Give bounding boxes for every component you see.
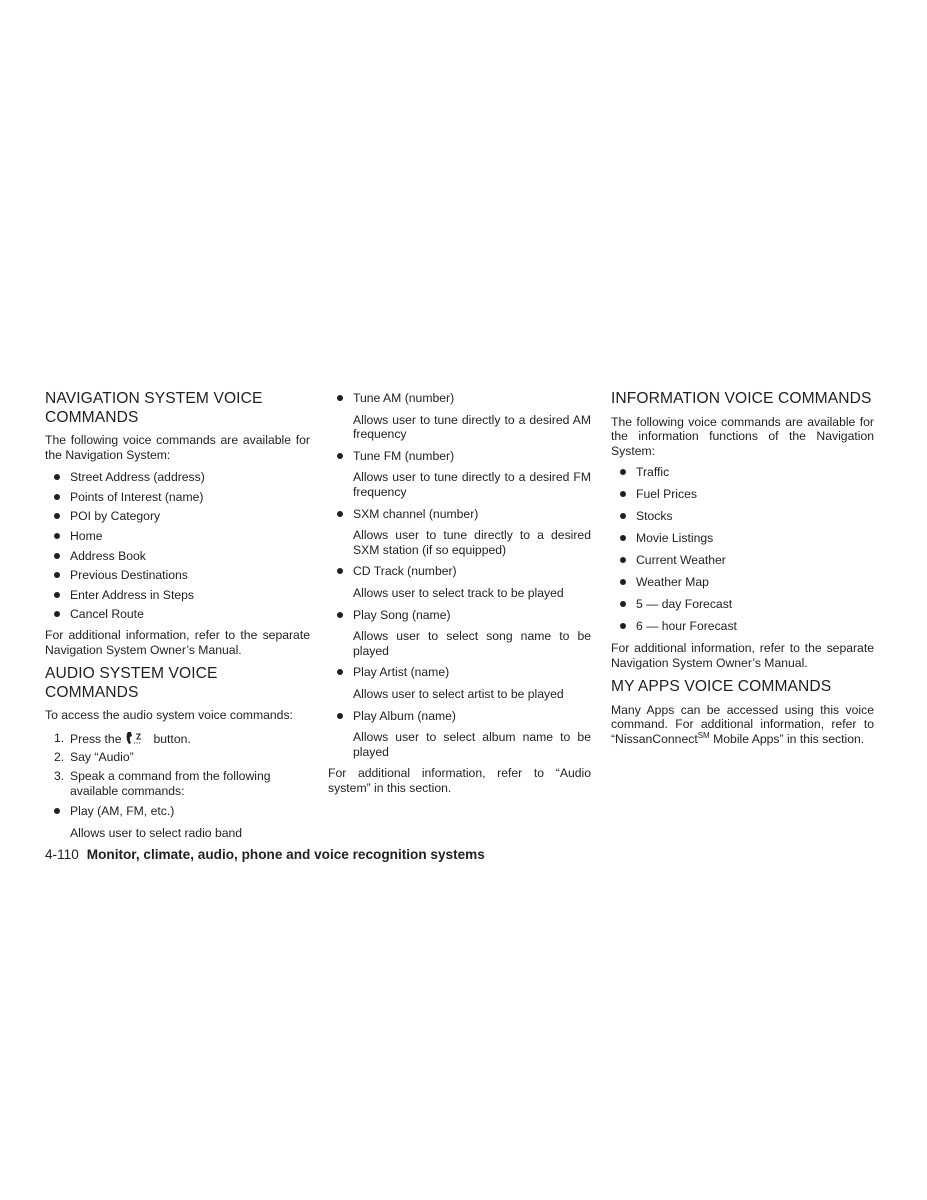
list-item: Address Book [45, 549, 310, 564]
audio-voice-intro: To access the audio system voice commands: [45, 708, 293, 723]
command-description: Allows user to select track to be played [353, 585, 564, 600]
audio-voice-heading: AUDIO SYSTEM VOICE COMMANDS [45, 665, 218, 701]
bullet-icon [54, 808, 60, 814]
command-description: Allows user to select artist to be played [353, 686, 564, 701]
list-item: Home [45, 529, 310, 544]
bullet-icon [54, 592, 60, 598]
bullet-icon [54, 513, 60, 519]
bullet-icon [54, 474, 60, 480]
bullet-icon [337, 612, 343, 618]
bullet-icon [54, 553, 60, 559]
command-item: Tune AM (number) [328, 391, 591, 406]
bullet-icon [620, 491, 626, 497]
bullet-icon [620, 469, 626, 475]
command-item: Play (AM, FM, etc.) [45, 804, 310, 819]
command-item: SXM channel (number) [328, 507, 591, 522]
list-item: Traffic [611, 465, 874, 480]
list-item: Movie Listings [611, 531, 874, 546]
list-item: Points of Interest (name) [45, 490, 310, 505]
list-item: 6 — hour Forecast [611, 619, 874, 634]
command-description: Allows user to select radio band [70, 825, 243, 840]
list-item: Street Address (address) [45, 470, 310, 485]
bullet-icon [620, 535, 626, 541]
bullet-icon [54, 494, 60, 500]
bullet-icon [337, 395, 343, 401]
page-number: 4-110 [45, 847, 79, 862]
nav-additional-info: For additional information, refer to the separate Navigation System Owner’s Manual. [45, 627, 310, 657]
list-item: Weather Map [611, 575, 874, 590]
list-item: 5 — day Forecast [611, 597, 874, 612]
list-item: Current Weather [611, 553, 874, 568]
column-right [611, 390, 874, 755]
command-item: Play Album (name) [328, 709, 591, 724]
bullet-icon [620, 601, 626, 607]
audio-steps-list [45, 731, 310, 798]
command-description: Allows user to tune directly to a desired AM frequency [353, 412, 591, 442]
command-item: CD Track (number) [328, 564, 591, 579]
command-description: Allows user to select album name to be played [353, 730, 591, 759]
audio-additional-info: For additional information, refer to “Audio system” in this section. [328, 766, 591, 795]
list-item: Fuel Prices [611, 487, 874, 502]
command-description: Allows user to tune directly to a desired FM frequency [353, 470, 591, 499]
bullet-icon [337, 511, 343, 517]
command-item: Play Song (name) [328, 608, 591, 623]
apps-voice-heading: MY APPS VOICE COMMANDS [611, 678, 832, 696]
talk-button-icon [125, 731, 147, 746]
step-item: 3. Speak a command from the following available commands: [54, 768, 271, 798]
list-item: Enter Address in Steps [45, 588, 310, 603]
bullet-icon [54, 572, 60, 578]
bullet-icon [337, 713, 343, 719]
page-footer [45, 847, 485, 863]
nav-voice-heading: NAVIGATION SYSTEM VOICE COMMANDS [45, 390, 263, 426]
column-left [45, 390, 310, 847]
command-item: Tune FM (number) [328, 449, 591, 464]
list-item: Cancel Route [45, 607, 310, 622]
command-description: Allows user to tune directly to a desired SXM station (if so equipped) [353, 528, 591, 557]
bullet-icon [620, 557, 626, 563]
command-description: Allows user to select song name to be played [353, 629, 591, 658]
bullet-icon [620, 513, 626, 519]
bullet-icon [337, 669, 343, 675]
bullet-icon [54, 611, 60, 617]
info-command-list [611, 465, 874, 633]
bullet-icon [620, 623, 626, 629]
step-item: 2. Say “Audio” [54, 750, 134, 765]
bullet-icon [620, 579, 626, 585]
apps-voice-text: Many Apps can be accessed using this voice command. For additional information, refer to “NissanConnect℠ Mobile Apps” in this section. [611, 702, 874, 747]
nav-voice-intro: The following voice commands are available for the Navigation System: [45, 433, 310, 462]
nav-command-list [45, 470, 310, 622]
list-item: POI by Category [45, 509, 310, 524]
list-item: Previous Destinations [45, 568, 310, 583]
section-title: Monitor, climate, audio, phone and voice recognition systems [86, 847, 485, 862]
bullet-icon [337, 453, 343, 459]
column-middle [328, 391, 591, 803]
command-item: Play Artist (name) [328, 665, 591, 680]
step-item: 1. Press the button. [54, 730, 191, 746]
info-voice-heading: INFORMATION VOICE COMMANDS [611, 390, 872, 407]
list-item: Stocks [611, 509, 874, 524]
info-voice-intro: The following voice commands are available for the information functions of the Navigation System: [611, 414, 874, 458]
bullet-icon [337, 568, 343, 574]
bullet-icon [54, 533, 60, 539]
info-additional-info: For additional information, refer to the separate Navigation System Owner’s Manual. [611, 641, 874, 670]
